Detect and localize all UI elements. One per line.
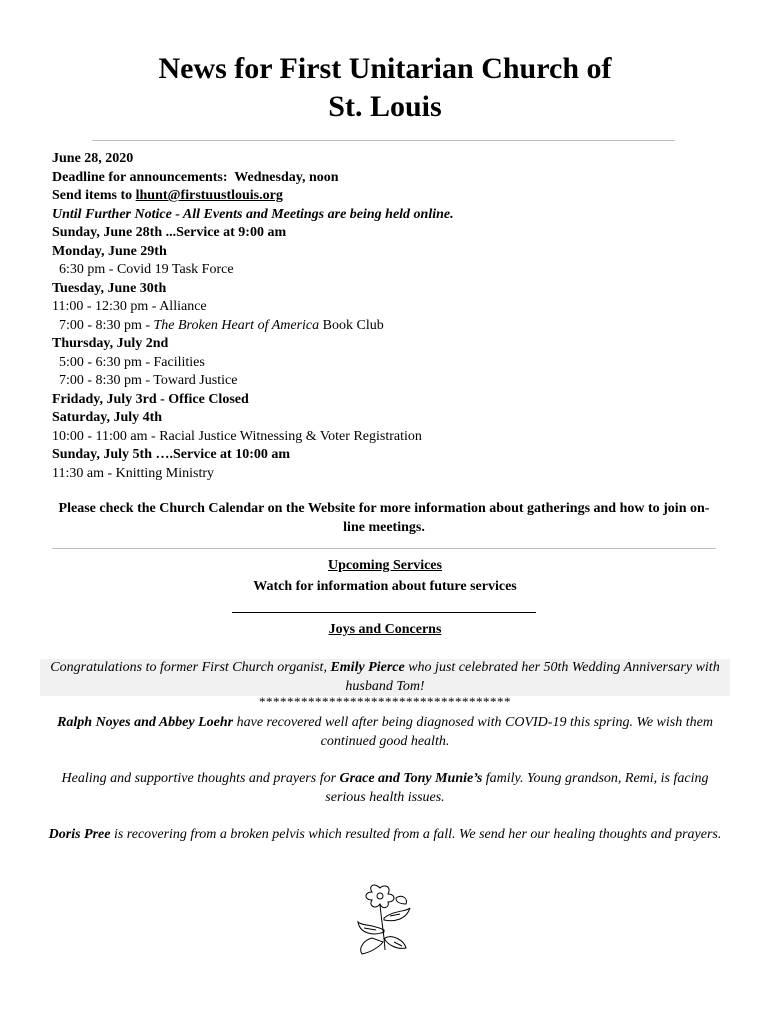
schedule-line: Sunday, July 5th ….Service at 10:00 am (52, 447, 291, 462)
joy-name: Doris Pree (48, 827, 111, 842)
joy-text: have recovered well after being diagnosed with COVID-19 this spring. We wish them continued good health. (233, 715, 713, 749)
joy-item-doris-pree (40, 826, 730, 845)
title-line-1: News for First Unitarian Church of (158, 52, 612, 85)
online-notice: Until Further Notice - All Events and Meetings are being held online. (52, 206, 454, 222)
upcoming-services-heading: Upcoming Services (328, 558, 442, 573)
schedule-line: 7:00 - 8:30 pm - The Broken Heart of America Book Club (52, 317, 384, 333)
schedule-line: 6:30 pm - Covid 19 Task Force (52, 262, 234, 277)
schedule-list (52, 224, 692, 483)
joy-name: Ralph Noyes and Abbey Loehr (57, 715, 234, 730)
stars-separator: ************************************ (259, 694, 511, 709)
schedule-line: Thursday, July 2nd (52, 336, 169, 351)
email-link[interactable]: lhunt@firstuustlouis.org (135, 188, 283, 203)
joy-item-noyes-loehr (40, 714, 730, 751)
schedule-line: Fridady, July 3rd - Office Closed (52, 391, 249, 407)
upcoming-services-text: Watch for information about future services (253, 579, 517, 594)
section-divider (52, 548, 716, 549)
newsletter-date: June 28, 2020 (52, 151, 134, 166)
schedule-line: 10:00 - 11:00 am - Racial Justice Witnessing & Voter Registration (52, 428, 422, 444)
schedule-line: Sunday, June 28th ...Service at 9:00 am (52, 225, 287, 240)
schedule-line: 7:00 - 8:30 pm - Toward Justice (52, 373, 238, 388)
schedule-line: Monday, June 29th (52, 243, 167, 259)
page-title (0, 50, 770, 126)
joy-name: Emily Pierce (330, 660, 405, 675)
joy-text: Healing and supportive thoughts and prayers for (61, 771, 340, 786)
schedule-line: 11:00 - 12:30 pm - Alliance (52, 299, 207, 314)
joy-text: who just celebrated her 50th Wedding Anniversary with husband Tom! (345, 660, 720, 694)
schedule-line: 5:00 - 6:30 pm - Facilities (52, 354, 205, 370)
flower-illustration-icon (350, 878, 420, 958)
schedule-line: 11:30 am - Knitting Ministry (52, 465, 215, 481)
joy-item-munie (40, 770, 730, 807)
send-items-label: Send items to (52, 188, 136, 203)
joy-text: family. Young grandson, Remi, is facing serious health issues. (325, 771, 709, 805)
send-items-line (52, 187, 692, 206)
calendar-note: Please check the Church Calendar on the Website for more information about gatherings and how to join on-line meetings. (58, 501, 710, 535)
deadline-text: Deadline for announcements: Wednesday, noon (52, 169, 339, 185)
schedule-line: Tuesday, June 30th (52, 280, 167, 296)
announcements-block (52, 150, 692, 483)
joys-concerns-heading: Joys and Concerns (328, 622, 442, 637)
title-line-2: St. Louis (328, 90, 442, 123)
header-divider (92, 140, 675, 141)
joy-name: Grace and Tony Munie’s (339, 771, 483, 786)
schedule-line: Saturday, July 4th (52, 410, 163, 425)
joy-item-emily-pierce (40, 659, 730, 696)
joy-text: is recovering from a broken pelvis which resulted from a fall. We send her our healing thoughts and prayers. (110, 827, 722, 842)
services-divider (232, 612, 536, 613)
joy-text: Congratulations to former First Church organist, (50, 660, 331, 675)
